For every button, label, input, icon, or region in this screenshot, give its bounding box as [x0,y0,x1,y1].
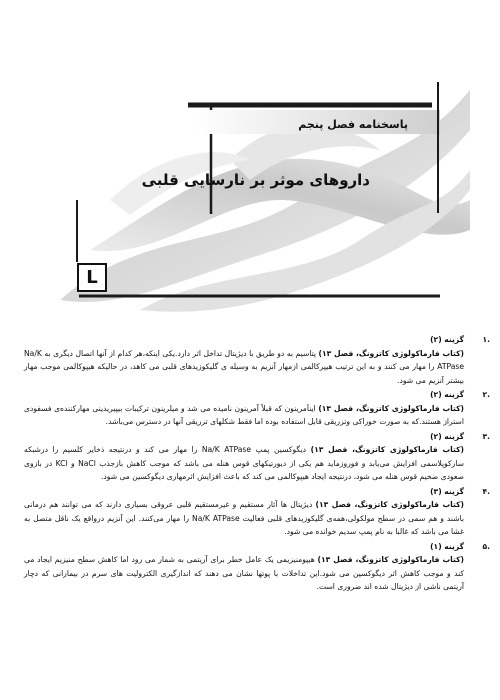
answer-reference: (کتاب فارماکولوژی کاتزونگ، فصل ۱۳) [318,403,464,413]
chapter-label: پاسخنامه فصل پنجم [298,118,408,131]
answer-number: .۵ [482,541,490,551]
answer-item [24,540,490,594]
answer-list [24,333,490,595]
answer-explanation [24,498,464,539]
answer-option: گزینه (۲) [430,335,464,344]
answer-number: .۴ [482,486,490,496]
answer-explanation [24,443,464,484]
answer-option: گزینه (۳) [430,486,464,496]
chapter-title: داروهای موثر بر نارسایی قلبی [141,171,370,189]
answer-option: گزینه (۲) [430,390,464,399]
answer-number: .۳ [482,431,490,441]
answer-explanation [24,553,464,594]
answer-reference: (کتاب فارماکولوژی کاتزونگ، فصل ۱۳) [318,348,464,358]
answer-text: دیگوکسین پمپ Na/K ATPase را مهار می کند و درنتیجه ذخایر کلسیم را درشبکه سارکوپلاسمی افزایش می‌یابد و فوروزماید هم یکی از دیورتیکهای قوس هنله می باشد که موجب کاهش بازجذب NaCl و KCl در بازوی صعودی ضخیم قوس هنله می شود، درنتیجه ایجاد هیپوکالمی می کند که باعث افزایش اثرمهاری دیگوکسین می شود. [24,445,464,481]
answer-reference: (کتاب فارماکولوژی کاتزونگ، فصل ۱۳) [317,555,464,564]
answer-text: دیژیتال ها آثار مستقیم و غیرمستقیم قلبی عروقی بسیاری دارند که می توانند هم درمانی باشند و هم سمی در سطح مولکولی،همه‌ی گلیکوزیدهای قلبی فعالیت Na/K ATPase را مهار می‌کنند. این آنزیم درواقع یک ناقل متصل به غشا می باشد که غالبا به نام پمپ سدیم خوانده می شود. [24,500,464,536]
answer-explanation [24,402,464,429]
answer-reference: (کتاب فارماکولوژی کاتزونگ، فصل ۱۳) [310,445,464,454]
answer-text: ایناَمرینون که قبلاً آمرینون نامیده می شد و میلرینون ترکیبات بیپیریدینی مهارکننده‌ی فسفودی استراز هستند.که به صورت خوراکی وتزریقی قابل استفاده بوده اما فقط شکلهای تزریقی آنها در دسترس می‌باشد. [24,403,464,426]
answer-text: هیپومنیزیمی یک عامل خطر برای آریتمی به شمار می رود اما کاهش سطح منیزیم ایجاد می کند و موجب کاهش اثر دیگوکسین می شود.این تداخلات با پوتها نشان می دهند که اندازگیری الکترولیت های سرم در بیمارانی که دچار آریتمی ناشی از دیژیتال شده اند ضروری است. [24,555,464,591]
answer-option: گزینه (۲) [430,431,464,441]
answer-item [24,430,490,484]
answer-text: پتاسیم به دو طریق با دیژیتال تداخل اثر دارد.یکی اینکه،هر کدام از آنها اتصال دیگری به Na/K ATPase را مهار می کنند و به این ترتیب هیپرکالمی ازمهار آنزیم به وسیله ی گلیکوزیدهای قلبی می کاهد، در حالیکه هیپوکالمی موجب مهار بیشتر آنزیم می شود. [24,348,464,385]
answer-item [24,485,490,539]
chapter-letter-box [77,263,107,292]
answer-option: گزینه (۱) [430,541,464,551]
answer-item [24,333,490,387]
answer-item [24,388,490,429]
answer-reference: (کتاب فارماکولوژی کاتزونگ، فصل ۱۳) [315,500,464,509]
answer-explanation [24,347,464,388]
answer-number: .۱ [482,335,490,344]
chapter-letter: L [86,267,98,288]
chapter-header-graphic [0,0,500,320]
answer-number: .۲ [482,390,490,399]
